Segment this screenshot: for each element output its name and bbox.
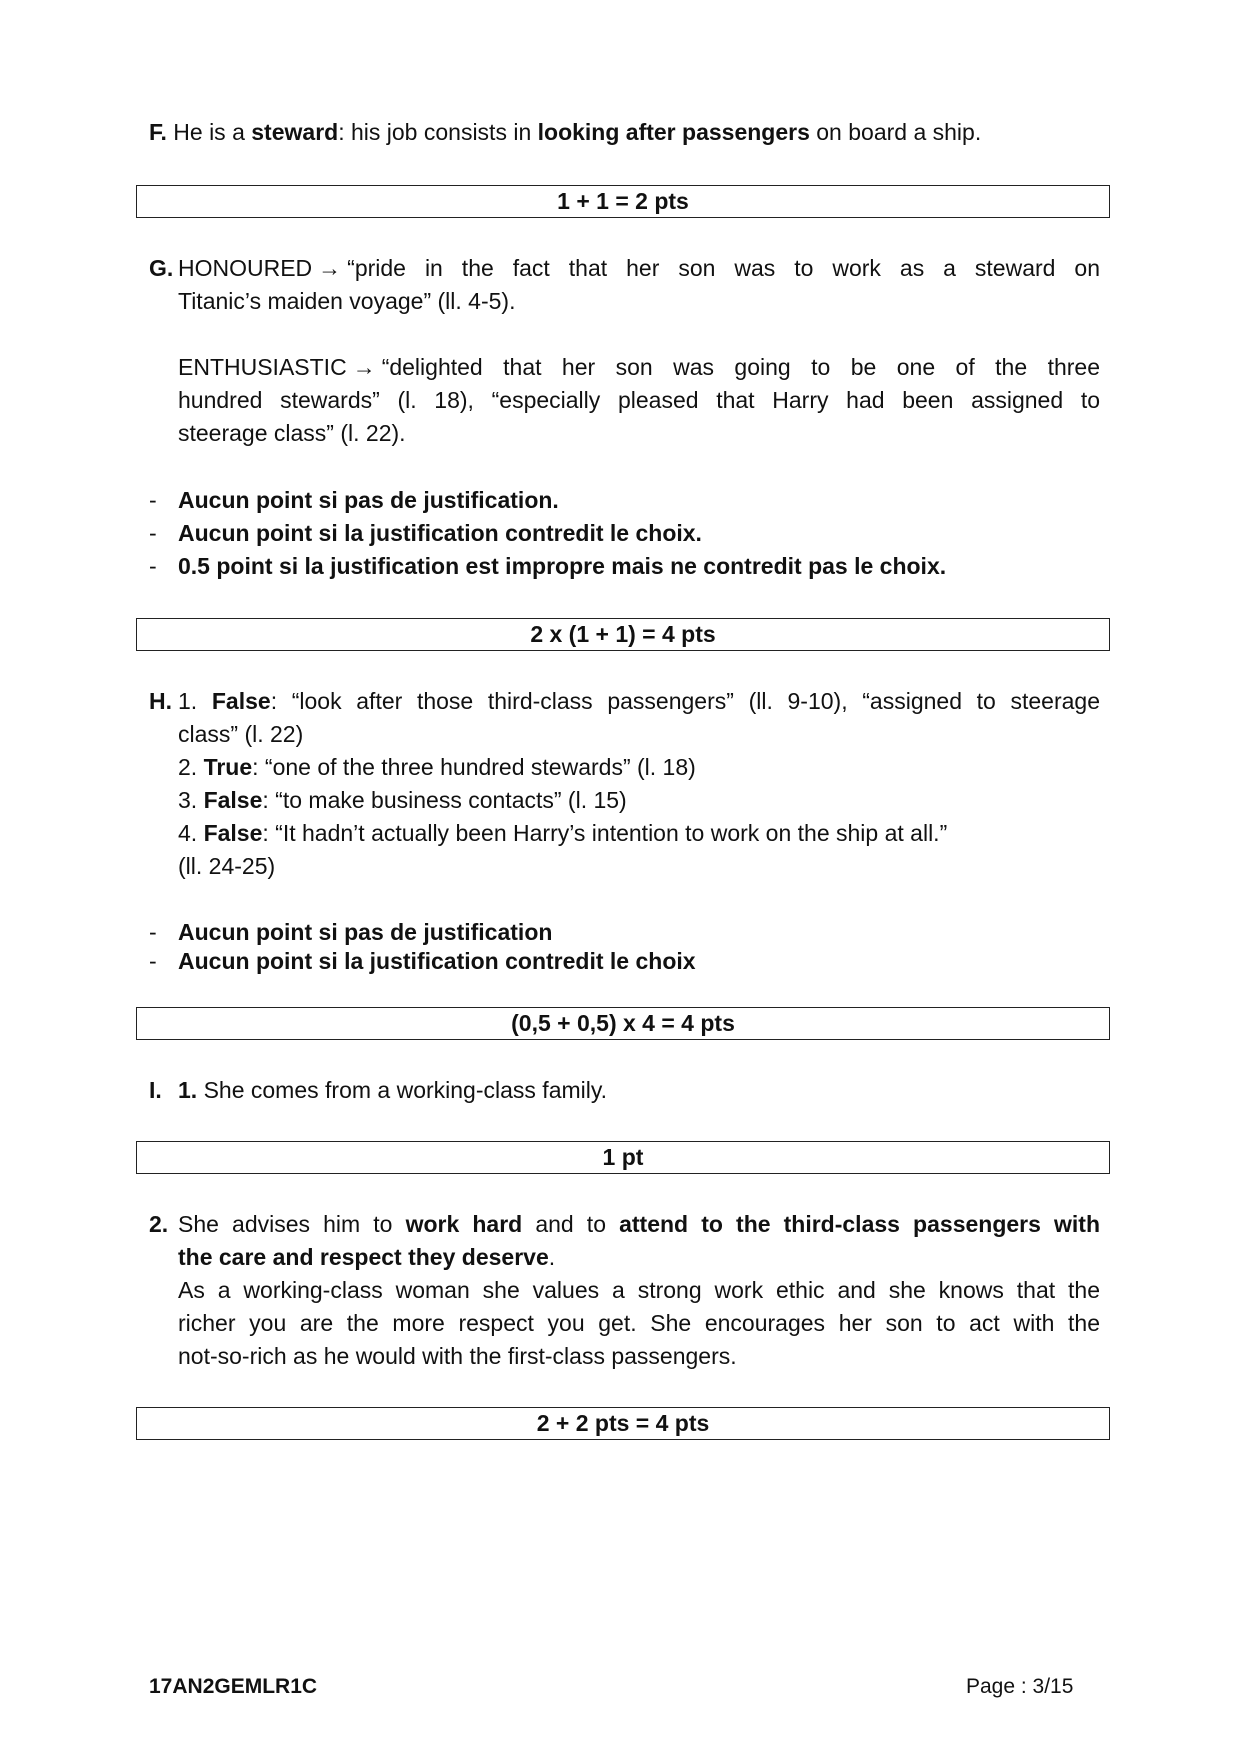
i-q2-bold-attend: attend to the third-class passengers with bbox=[619, 1211, 1101, 1237]
h-item-1-num: 1. bbox=[178, 688, 212, 714]
section-i-label: I. bbox=[149, 1077, 162, 1103]
section-f-line bbox=[149, 116, 1101, 149]
i-q2-num: 2. bbox=[149, 1211, 169, 1237]
g-rule-2: Aucun point si la justification contredit le choix. bbox=[178, 520, 702, 546]
h-item-4-line1 bbox=[178, 817, 1100, 850]
footer-code: 17AN2GEMLR1C bbox=[149, 1675, 318, 1698]
i-q2-line1 bbox=[178, 1208, 1100, 1241]
i-q1-num: 1. bbox=[178, 1077, 198, 1103]
h-item-2 bbox=[178, 751, 1100, 784]
h-item-3-verdict: False bbox=[203, 787, 263, 813]
section-g-label: G. bbox=[149, 255, 174, 281]
score-box-f: 1 + 1 = 2 pts bbox=[136, 185, 1110, 218]
h-item-3-num: 3. bbox=[178, 787, 204, 813]
i-q2-line2 bbox=[178, 1241, 1100, 1274]
i-q2-bold-care: the care and respect they deserve bbox=[178, 1244, 549, 1270]
bullet-dash: - bbox=[149, 520, 157, 546]
honoured-word: HONOURED bbox=[178, 255, 313, 281]
section-f-text-2: : his job consists in bbox=[338, 119, 538, 145]
enthusiastic-line2: hundred stewards” (l. 18), “especially pleased that Harry had been assigned to bbox=[178, 387, 1100, 413]
bullet-dash: - bbox=[149, 919, 157, 945]
bullet-dash: - bbox=[149, 948, 157, 974]
section-g-honoured-line1 bbox=[178, 252, 1100, 285]
arrow-right-icon: → bbox=[352, 354, 376, 380]
h-rule-2: Aucun point si la justification contredit le choix bbox=[178, 948, 696, 974]
section-f-text-3: on board a ship. bbox=[809, 119, 982, 145]
section-f-bold-steward: steward bbox=[251, 119, 339, 145]
score-box-g: 2 x (1 + 1) = 4 pts bbox=[136, 618, 1110, 651]
enthusiastic-line1: “delighted that her son was going to be one of the three bbox=[381, 354, 1100, 380]
enthusiastic-line3: steerage class” (l. 22). bbox=[178, 420, 406, 446]
i-q2-text-2: and to bbox=[522, 1211, 620, 1237]
bullet-dash: - bbox=[149, 487, 157, 513]
honoured-quote-line2: Titanic’s maiden voyage” (ll. 4-5). bbox=[178, 288, 516, 314]
g-rule-3: 0.5 point si la justification est impropre mais ne contredit pas le choix. bbox=[178, 553, 947, 579]
section-f-bold-looking-after: looking after passengers bbox=[537, 119, 810, 145]
h-item-4-text: : “It hadn’t actually been Harry’s intention to work on the ship at all.” bbox=[262, 820, 948, 846]
h-item-2-text: : “one of the three hundred stewards” (l. 18) bbox=[252, 754, 696, 780]
h-rule-1: Aucun point si pas de justification bbox=[178, 919, 553, 945]
i-q2-line5: not-so-rich as he would with the first-class passengers. bbox=[178, 1343, 737, 1369]
section-g-enthusiastic-line1 bbox=[178, 351, 1100, 384]
h-item-1-line2: class” (l. 22) bbox=[178, 721, 304, 747]
h-item-4-num: 4. bbox=[178, 820, 204, 846]
i-q2-text-3: . bbox=[548, 1244, 556, 1270]
score-box-h: (0,5 + 0,5) x 4 = 4 pts bbox=[136, 1007, 1110, 1040]
h-item-2-num: 2. bbox=[178, 754, 204, 780]
bullet-dash: - bbox=[149, 553, 157, 579]
section-f-label: F. bbox=[149, 119, 167, 145]
g-rule-1: Aucun point si pas de justification. bbox=[178, 487, 559, 513]
score-box-i2: 2 + 2 pts = 4 pts bbox=[136, 1407, 1110, 1440]
h-item-1-text: : “look after those third-class passengers” (ll. 9-10), “assigned to steerage bbox=[270, 688, 1100, 714]
h-item-4-line2: (ll. 24-25) bbox=[178, 853, 276, 879]
h-item-2-verdict: True bbox=[203, 754, 253, 780]
enthusiastic-word: ENTHUSIASTIC bbox=[178, 354, 347, 380]
i-q2-line3: As a working-class woman she values a strong work ethic and she knows that the bbox=[178, 1277, 1100, 1303]
score-box-i1: 1 pt bbox=[136, 1141, 1110, 1174]
i-question-1 bbox=[178, 1074, 1100, 1107]
h-item-1-line1 bbox=[178, 685, 1100, 718]
h-item-1-verdict: False bbox=[211, 688, 271, 714]
h-item-4-verdict: False bbox=[203, 820, 263, 846]
h-item-3-text: : “to make business contacts” (l. 15) bbox=[262, 787, 627, 813]
h-item-3 bbox=[178, 784, 1100, 817]
section-f-text-1: He is a bbox=[173, 119, 252, 145]
i-q2-line4: richer you are the more respect you get. She encourages her son to act with the bbox=[178, 1310, 1100, 1336]
i-q1-text: She comes from a working-class family. bbox=[203, 1077, 608, 1103]
arrow-right-icon: → bbox=[318, 255, 342, 281]
section-h-label: H. bbox=[149, 688, 172, 714]
footer-page-number: Page : 3/15 bbox=[966, 1675, 1074, 1698]
i-q2-text-1: She advises him to bbox=[178, 1211, 406, 1237]
honoured-quote-line1: “pride in the fact that her son was to work as a steward on bbox=[347, 255, 1100, 281]
i-q2-bold-work-hard: work hard bbox=[405, 1211, 523, 1237]
